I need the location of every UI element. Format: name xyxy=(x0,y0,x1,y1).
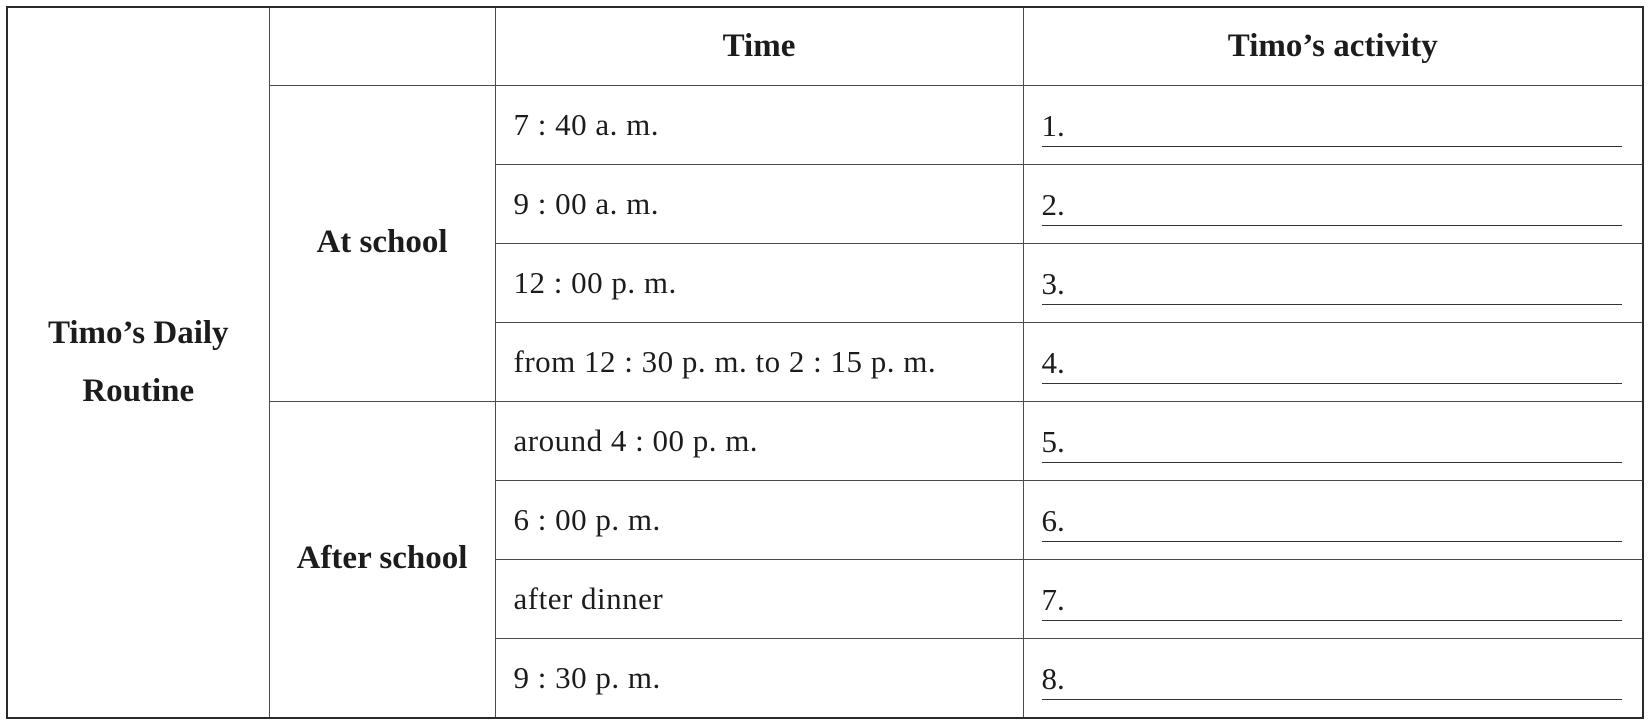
header-row xyxy=(7,7,1643,85)
table-title: Timo’s Daily Routine xyxy=(7,7,269,718)
activity-cell xyxy=(1023,322,1643,401)
time-cell: 12 : 00 p. m. xyxy=(495,243,1023,322)
time-cell: from 12 : 30 p. m. to 2 : 15 p. m. xyxy=(495,322,1023,401)
group-label-after-school: After school xyxy=(269,401,495,718)
time-cell: 6 : 00 p. m. xyxy=(495,480,1023,559)
time-cell: 9 : 00 a. m. xyxy=(495,164,1023,243)
header-activity: Timo’s activity xyxy=(1023,7,1643,85)
answer-blank-5[interactable]: 5. xyxy=(1042,418,1623,463)
answer-blank-3[interactable]: 3. xyxy=(1042,260,1623,305)
activity-cell xyxy=(1023,401,1643,480)
time-cell: 7 : 40 a. m. xyxy=(495,85,1023,164)
activity-cell xyxy=(1023,480,1643,559)
header-group xyxy=(269,7,495,85)
group-label-at-school: At school xyxy=(269,85,495,401)
answer-blank-2[interactable]: 2. xyxy=(1042,181,1623,226)
activity-cell xyxy=(1023,638,1643,718)
header-time: Time xyxy=(495,7,1023,85)
activity-cell xyxy=(1023,164,1643,243)
answer-blank-7[interactable]: 7. xyxy=(1042,576,1623,621)
daily-routine-table xyxy=(6,6,1644,719)
routine-table-wrapper xyxy=(6,6,1644,719)
answer-blank-6[interactable]: 6. xyxy=(1042,497,1623,542)
activity-cell xyxy=(1023,243,1643,322)
time-cell: 9 : 30 p. m. xyxy=(495,638,1023,718)
answer-blank-8[interactable]: 8. xyxy=(1042,655,1623,700)
time-cell: after dinner xyxy=(495,559,1023,638)
activity-cell xyxy=(1023,559,1643,638)
time-cell: around 4 : 00 p. m. xyxy=(495,401,1023,480)
answer-blank-4[interactable]: 4. xyxy=(1042,339,1623,384)
activity-cell xyxy=(1023,85,1643,164)
answer-blank-1[interactable]: 1. xyxy=(1042,102,1623,147)
